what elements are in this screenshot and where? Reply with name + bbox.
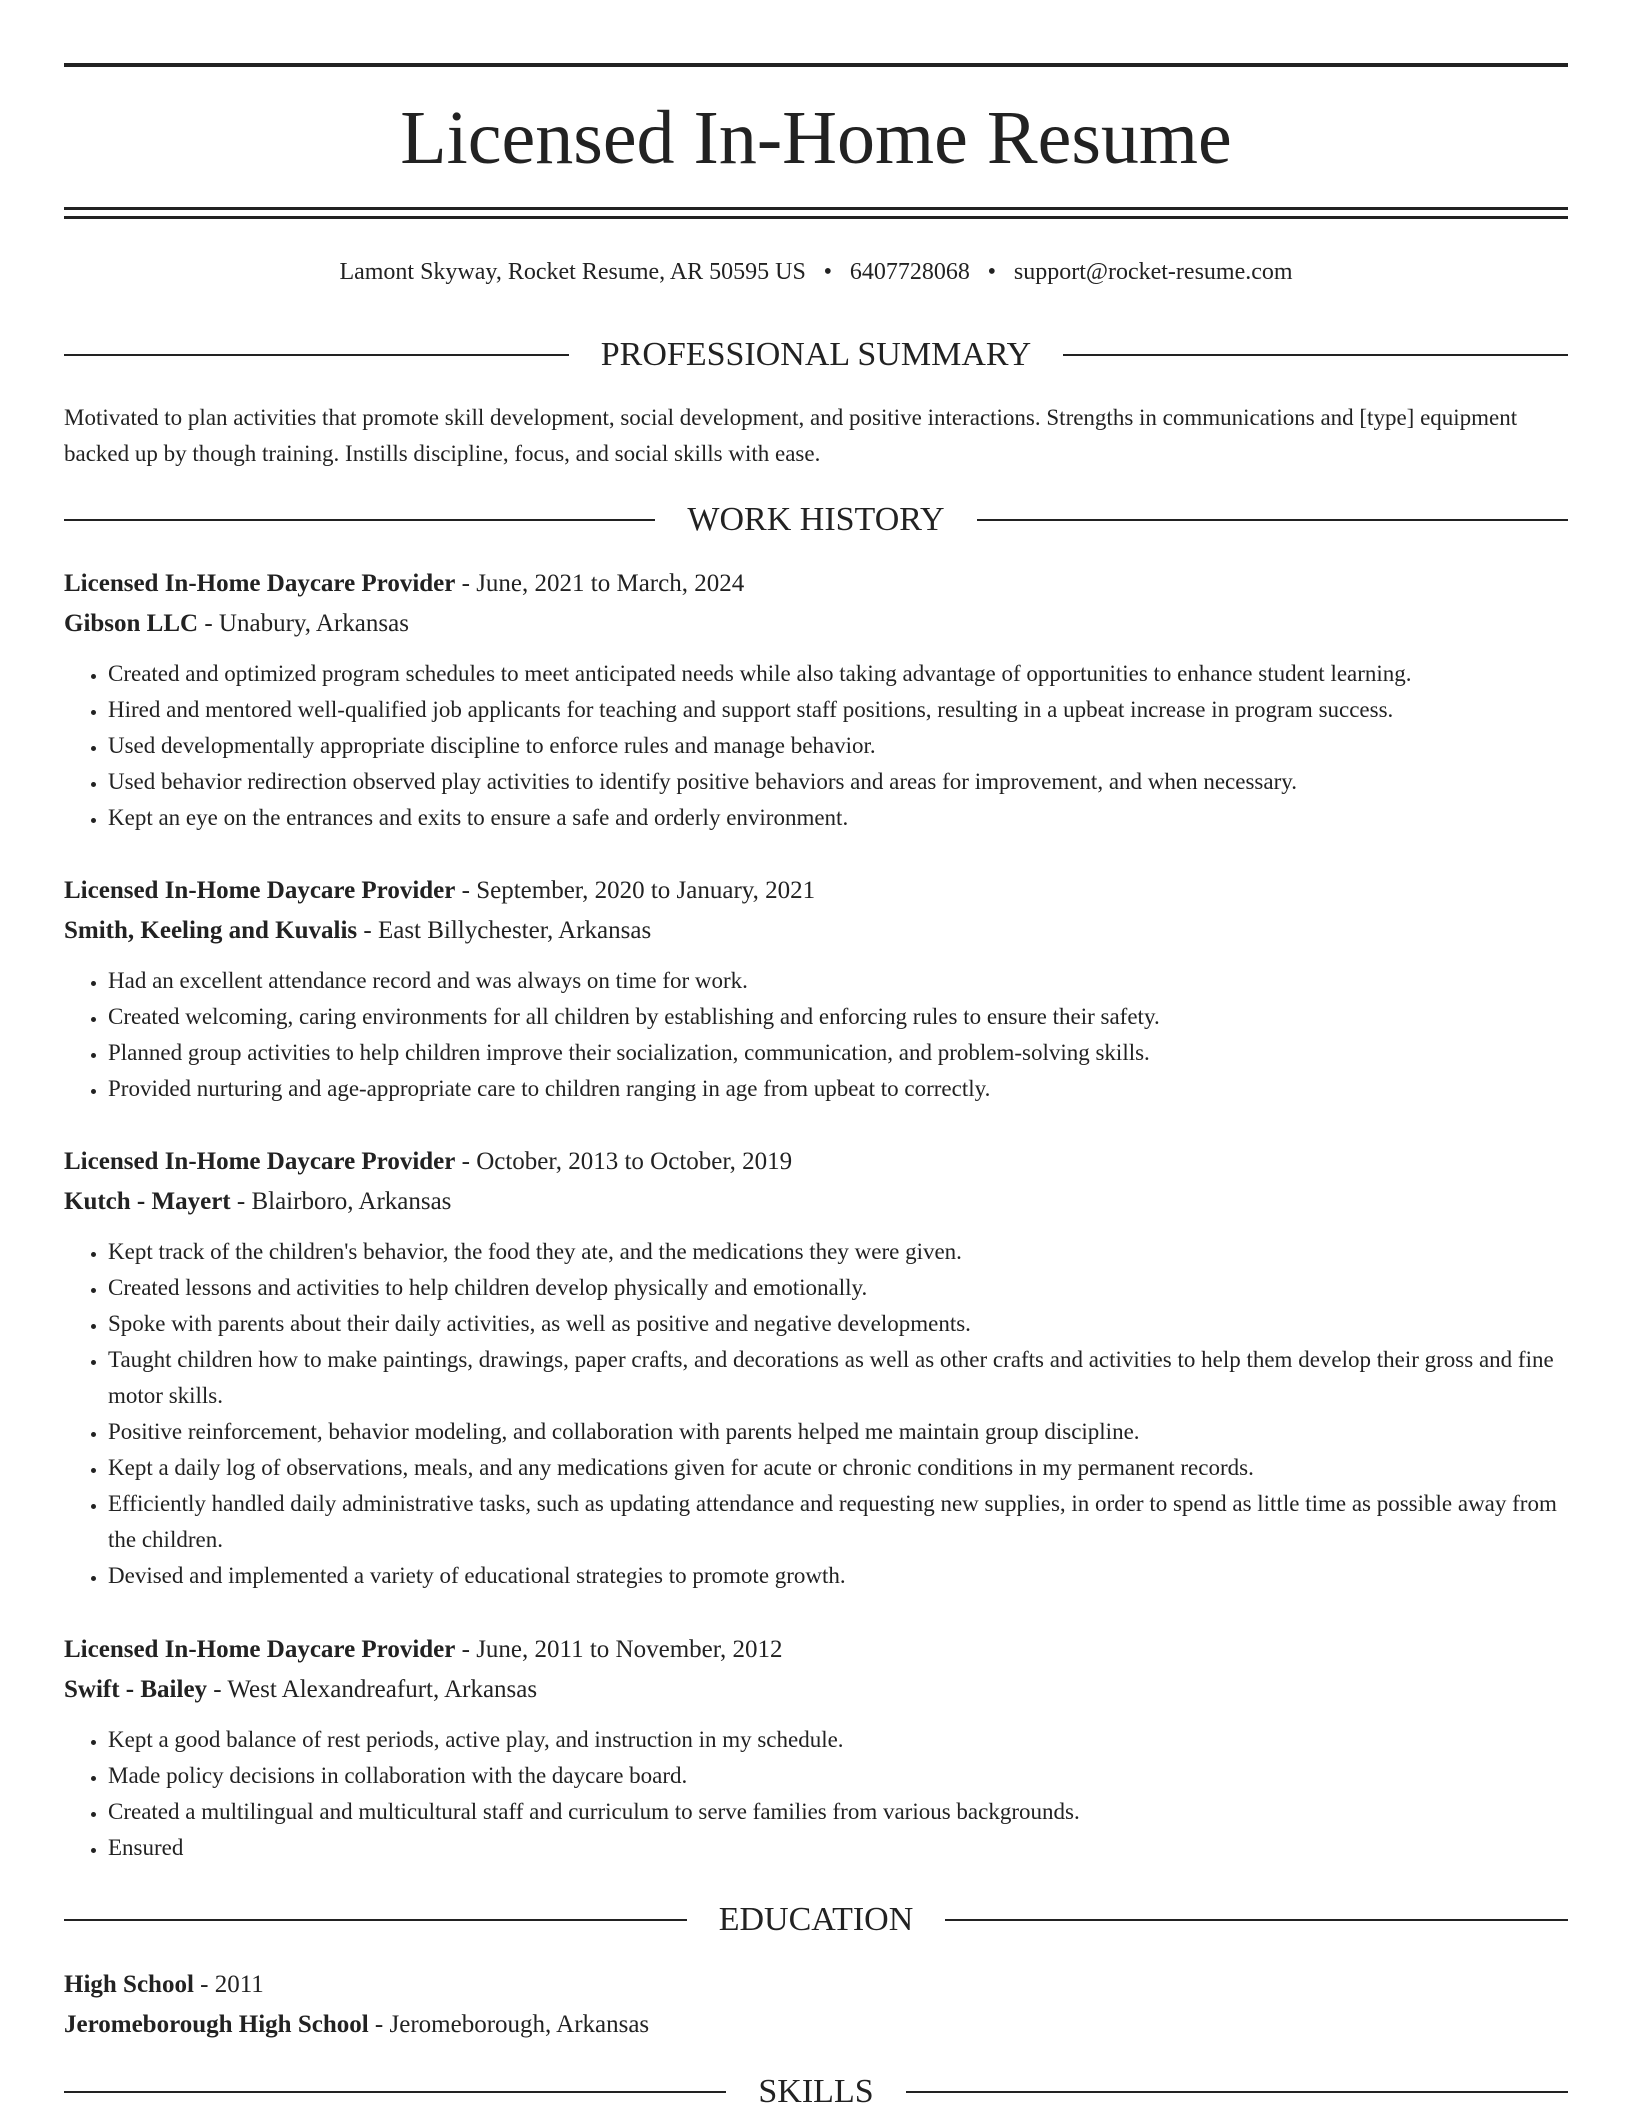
title-rule-lower [64,216,1568,219]
job-bullet: • Planned group activities to help children improve their socialization, communication, and problem-solving skills. [108,1035,1568,1071]
education-year: - 2011 [193,1971,264,1998]
job-bullets [64,656,1568,836]
section-title: SKILLS [758,2073,874,2110]
job-location: - West Alexandreafurt, Arkansas [207,1676,538,1703]
job-company: Gibson LLC [64,610,199,637]
job-bullet: • Kept an eye on the entrances and exits to ensure a safe and orderly environment. [108,800,1568,836]
section-rule-left [64,1919,687,1921]
job-bullet: • Provided nurturing and age-appropriate care to children ranging in age from upbeat to correctly. [108,1071,1568,1107]
job-title-line [64,564,1568,604]
job-bullet: • Created lessons and activities to help children develop physically and emotionally. [108,1270,1568,1306]
section-title: WORK HISTORY [687,501,945,538]
job-bullet: • Taught children how to make paintings, drawings, paper crafts, and decorations as well as other crafts and activities to help them develop their gross and fine motor skills. [108,1342,1568,1414]
job-entry [64,871,1568,1107]
section-title: PROFESSIONAL SUMMARY [600,336,1032,373]
top-rule [64,63,1568,67]
job-bullet: • Efficiently handled daily administrative tasks, such as updating attendance and requesting new supplies, in order to spend as little time as possible away from the children. [108,1486,1568,1558]
job-title: Licensed In-Home Daycare Provider [64,570,456,597]
job-bullet: • Kept a daily log of observations, meals, and any medications given for acute or chronic conditions in my permanent records. [108,1450,1568,1486]
job-bullet: • Devised and implemented a variety of educational strategies to promote growth. [108,1558,1568,1594]
job-title: Licensed In-Home Daycare Provider [64,1636,456,1663]
education-school-line [64,2005,1568,2045]
job-bullet: • Kept track of the children's behavior, the food they ate, and the medications they were given. [108,1234,1568,1270]
contact-email: support@rocket-resume.com [1013,259,1293,285]
section-header-skills [64,2070,1568,2114]
section-rule-right [977,519,1568,521]
job-company-line [64,604,1568,644]
job-entry [64,1142,1568,1594]
section-rule-left [64,354,569,356]
job-company: Smith, Keeling and Kuvalis [64,917,358,944]
job-bullet: • Spoke with parents about their daily activities, as well as positive and negative developments. [108,1306,1568,1342]
contact-address: Lamont Skyway, Rocket Resume, AR 50595 US [339,259,806,285]
job-entry [64,564,1568,836]
job-bullet: • Used behavior redirection observed play activities to identify positive behaviors and areas for improvement, and when necessary. [108,764,1568,800]
job-title-line [64,871,1568,911]
job-bullet: • Made policy decisions in collaboration with the daycare board. [108,1758,1568,1794]
education-degree: High School [64,1971,194,1998]
section-header-education [64,1898,1568,1942]
job-bullet: • Created a multilingual and multicultural staff and curriculum to serve families from various backgrounds. [108,1794,1568,1830]
job-bullet: • Created welcoming, caring environments for all children by establishing and enforcing rules to ensure their safety. [108,999,1568,1035]
job-location: - East Billychester, Arkansas [357,917,652,944]
summary-text: Motivated to plan activities that promote skill development, social development, and positive interactions. Strengths in communications and [type] equipment backed up by though training. Instills discipline, focus, and social skills with ease. [64,405,1518,466]
job-bullet: • Had an excellent attendance record and was always on time for work. [108,963,1568,999]
education-degree-line [64,1965,1568,2005]
section-rule-right [1063,354,1568,356]
section-rule-left [64,2091,726,2093]
job-company: Kutch - Mayert [64,1188,231,1215]
job-company-line [64,911,1568,951]
title-rule-upper [64,207,1568,210]
job-bullet: • Ensured [108,1830,1568,1866]
job-location: - Blairboro, Arkansas [230,1188,452,1215]
contact-line [64,254,1568,290]
job-location: - Unabury, Arkansas [198,610,409,637]
job-bullets [64,1722,1568,1866]
contact-phone: 6407728068 [849,259,970,285]
job-bullet: • Hired and mentored well-qualified job applicants for teaching and support staff positions, resulting in a upbeat increase in program success. [108,692,1568,728]
job-title-line [64,1142,1568,1182]
section-rule-right [945,1919,1568,1921]
education-school: Jeromeborough High School [64,2011,369,2038]
job-bullet: • Positive reinforcement, behavior modeling, and collaboration with parents helped me maintain group discipline. [108,1414,1568,1450]
job-bullets [64,963,1568,1107]
resume-title: Licensed In-Home Resume [400,96,1232,180]
job-title-line [64,1630,1568,1670]
job-dates: - September, 2020 to January, 2021 [455,877,816,904]
job-bullets [64,1234,1568,1594]
job-company-line [64,1670,1568,1710]
job-title: Licensed In-Home Daycare Provider [64,1148,456,1175]
job-bullet: • Created and optimized program schedules to meet anticipated needs while also taking advantage of opportunities to enhance student learning. [108,656,1568,692]
job-entry [64,1630,1568,1866]
section-rule-left [64,519,655,521]
section-header-summary [64,333,1568,377]
job-dates: - June, 2021 to March, 2024 [455,570,745,597]
contact-separator: • [987,259,997,285]
job-bullet: • Kept a good balance of rest periods, active play, and instruction in my schedule. [108,1722,1568,1758]
contact-separator: • [823,259,833,285]
job-dates: - June, 2011 to November, 2012 [455,1636,783,1663]
job-company: Swift - Bailey [64,1676,208,1703]
job-company-line [64,1182,1568,1222]
section-title: EDUCATION [718,1901,914,1938]
section-header-work-history [64,498,1568,542]
job-dates: - October, 2013 to October, 2019 [455,1148,793,1175]
education-location: - Jeromeborough, Arkansas [368,2011,650,2038]
job-bullet: • Used developmentally appropriate discipline to enforce rules and manage behavior. [108,728,1568,764]
section-rule-right [906,2091,1568,2093]
job-title: Licensed In-Home Daycare Provider [64,877,456,904]
education-entry [64,1965,1568,2045]
